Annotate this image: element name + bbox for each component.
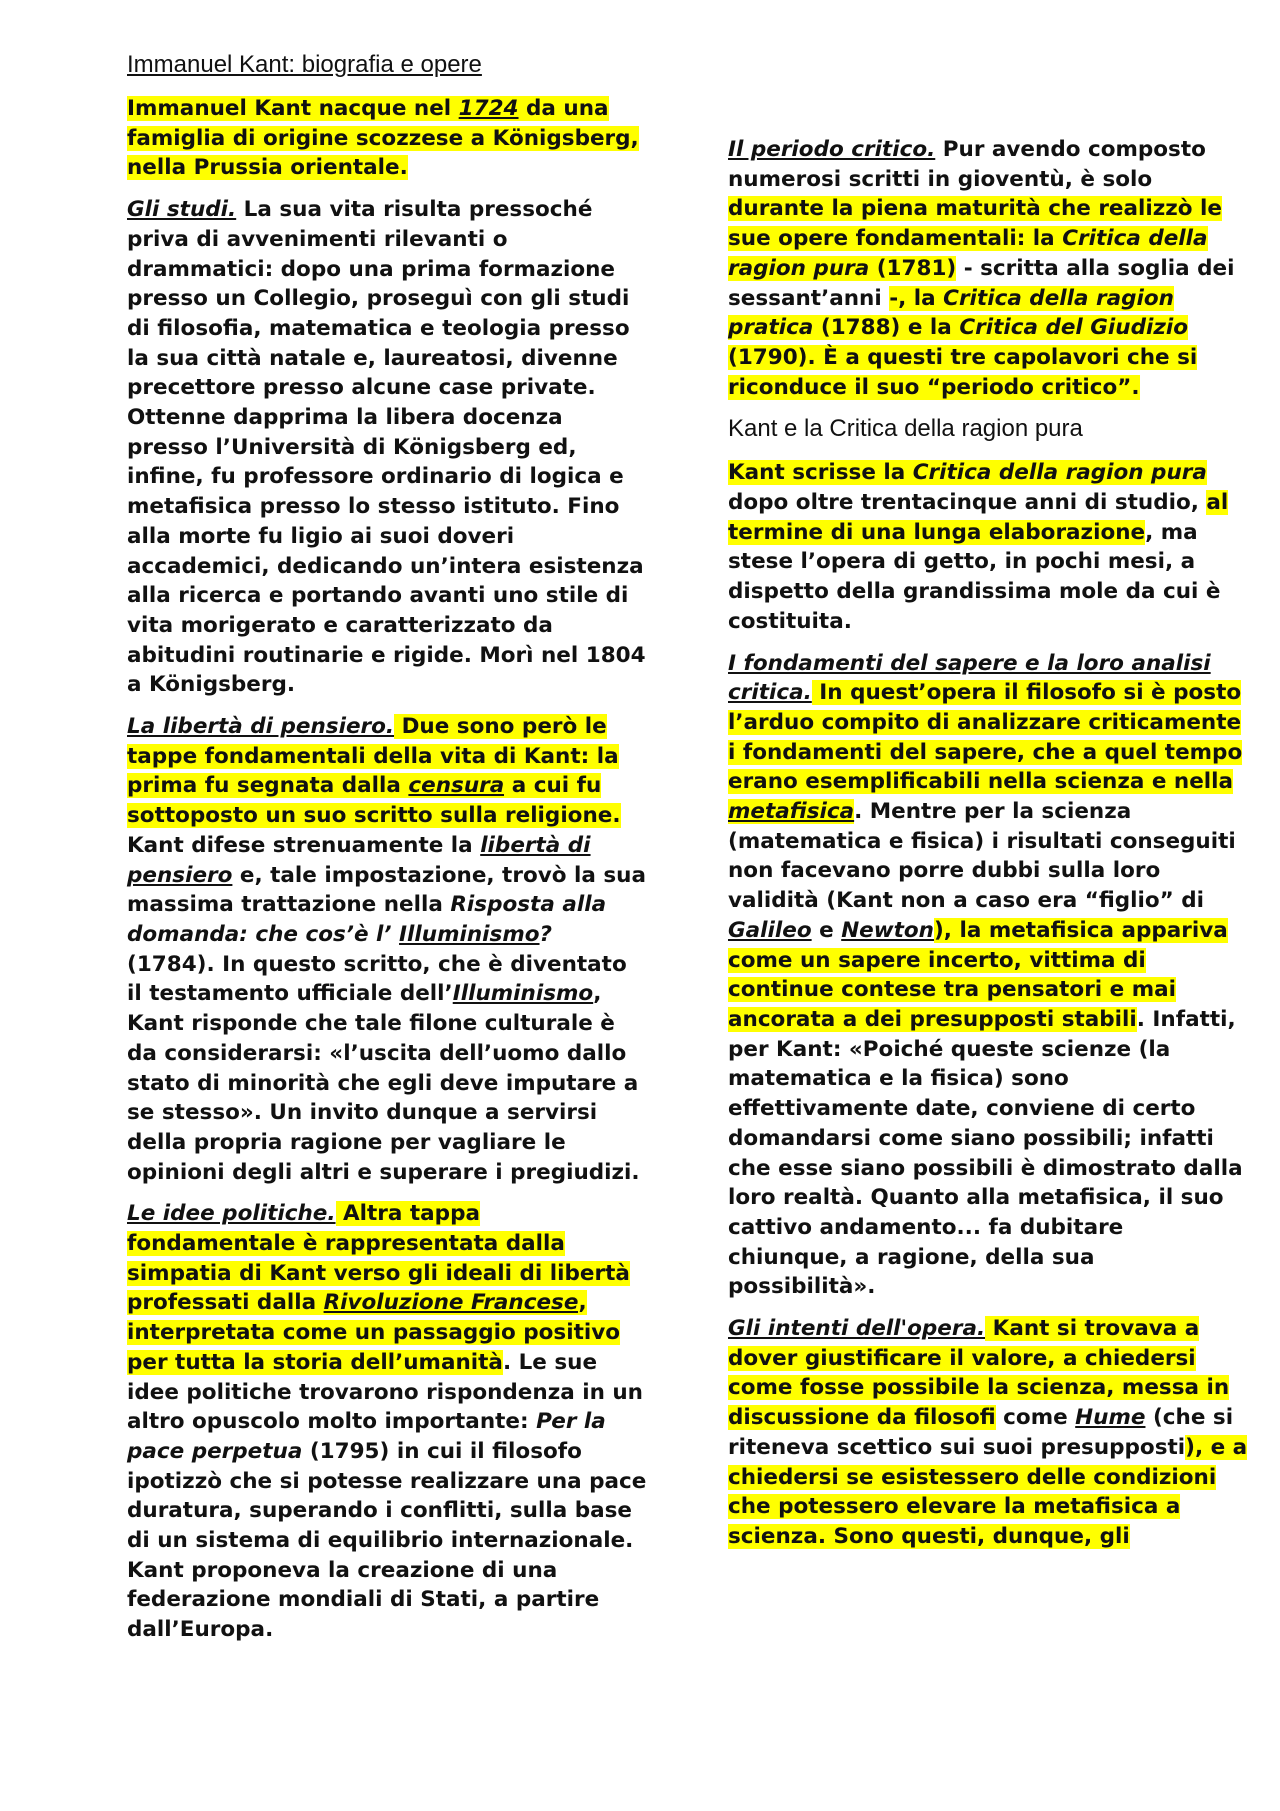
critico-label: Il periodo critico. [728,137,936,162]
fondamenti-highlight-2: ), la metafisica appariva come un sapere incerto, vittima di continue contese tra pensatori e mai ancorata a dei presupposti stabili [728,917,1228,1032]
paragraph-liberta [127,712,647,1187]
intenti-label: Gli intenti dell'opera. [728,1316,986,1342]
fondamenti-e: e [811,917,842,943]
paragraph-intro [127,94,647,183]
hume-link[interactable]: Hume [1075,1405,1146,1431]
work-risposta-c: ? [539,921,552,947]
work-critica-pratica-a: Critica della ragion [943,285,1174,311]
paragraph-fondamenti [728,649,1248,1302]
critico-highlight-4: (1788) e la [813,315,960,341]
scrisse-text-2: , ma stese l’opera di getto, in pochi mesi, a dispetto della grandissima mole da cui è costituita. [728,519,1221,634]
politiche-highlight-1: Altra tappa fondamentale è rappresentata dalla simpatia di Kant verso gli ideali di libertà professati dalla [127,1201,630,1316]
work-critica-giudizio: Critica del Giudizio [959,315,1189,341]
scrisse-highlight-2: al termine di una lunga elaborazione [728,490,1229,545]
work-critica-pratica-b: pratica [728,315,814,341]
politiche-highlight-2: , interpretata come un passaggio positivo per tutta la storia dell’umanità [127,1290,621,1375]
censura-link[interactable]: censura [408,773,505,799]
critico-text-2: - scritta alla soglia dei sessant’anni [728,255,1235,311]
liberta-text-2: e, tale impostazione, trovò la sua massima trattazione nella [127,862,646,918]
paragraph-studi [127,195,647,700]
critico-highlight-1: durante la piena maturità che realizzò le sue opere fondamentali: la [728,196,1222,252]
paragraph-intenti [728,1314,1248,1552]
work-critica-pura-2: Critica della ragion pura [912,460,1207,486]
intro-text-a: Immanuel Kant nacque nel [127,96,459,121]
newton-link[interactable]: Newton [841,917,934,943]
liberta-text-1: Kant difese strenuamente la [127,832,481,858]
intro-year: 1724 [458,96,519,121]
liberta-pensiero-link[interactable]: libertà di pensiero [127,832,591,888]
paragraph-scrisse [728,458,1248,636]
intenti-text-1: come [995,1405,1076,1431]
left-column [127,50,647,1657]
scrisse-highlight-1: Kant scrisse la [728,460,913,486]
paragraph-critico [728,135,1248,402]
intenti-highlight-1: Kant si trovava a dover giustificare il valore, a chiedersi come fosse possibile la scienza, messa in discussione da filosofi [728,1316,1230,1431]
politiche-text-2: (1795) in cui il filosofo ipotizzò che si potesse realizzare una pace duratura, superando i conflitti, sulla base di un sistema di equilibrio internazionale. Kant proponeva la creazione di una federazione mondiali di Stati, a partire dall’Europa. [127,1438,647,1643]
intenti-text-2: (che si riteneva scettico sui suoi presupposti [728,1405,1234,1460]
liberta-highlight-1: Due sono però le tappe fondamentali della vita di Kant: la prima fu segnata dalla [127,714,619,799]
illuminismo-link[interactable]: Illuminismo [452,981,594,1007]
continued-space [728,48,1248,135]
metafisica-link[interactable]: metafisica [728,799,855,825]
studi-text: La sua vita risulta pressoché priva di avvenimenti rilevanti o drammatici: dopo una prima formazione presso un Collegio, proseguì con gli studi di filosofia, matematica e teologia presso la sua città natale e, laureatosi, divenne precettore presso alcune case private. Ottenne dapprima la libera docenza presso l’Università di Königsberg ed, infine, fu professore ordinario di logica e metafisica presso lo stesso istituto. Fino alla morte fu ligio ai suoi doveri accademici, dedicando un’intera esistenza alla ricerca e portando avanti uno stile di vita morigerato e caratterizzato da abitudini routinarie e rigide. Morì nel 1804 a Königsberg. [127,197,646,698]
studi-label: Gli studi. [127,197,237,223]
page-title: Immanuel Kant: biografia e opere [127,51,482,78]
critico-text-1: Pur avendo composto numerosi scritti in gioventù, è solo [728,137,1206,192]
liberta-label: La libertà di pensiero. [127,714,395,740]
work-critica-pura: Critica della ragion pura [728,226,1208,281]
liberta-text-3: (1784). In questo scritto, che è diventato il testamento ufficiale dell’ [127,951,627,1007]
critico-highlight-3: -, la [889,285,944,311]
politiche-label: Le idee politiche. [127,1201,336,1227]
politiche-text-1: . Le sue idee politiche trovarono rispondenza in un altro opuscolo molto importante: [127,1349,643,1435]
scrisse-text-1: dopo oltre trentacinque anni di studio, [728,490,1207,516]
liberta-highlight-2: a cui fu sottoposto un suo scritto sulla religione. [127,773,621,829]
fondamenti-label: I fondamenti del sapere e la loro analisi critica. [728,650,1211,706]
paragraph-politiche [127,1199,647,1645]
section-heading: Kant e la Critica della ragion pura [728,415,1083,443]
fondamenti-highlight-1: In quest’opera il filosofo si è posto l’arduo compito di analizzare criticamente i fondamenti del sapere, che a quel tempo erano esemplificabili nella scienza e nella [728,680,1243,795]
critico-highlight-2: (1781) [869,255,957,281]
work-risposta-a: Risposta alla domanda: che cos’è l’ [127,892,607,947]
work-pace-perpetua: Per la pace perpetua [127,1409,606,1464]
rivoluzione-link[interactable]: Rivoluzione Francese [323,1290,579,1316]
fondamenti-text-2: . Infatti, per Kant: «Poiché queste scienze (la matematica e la fisica) sono effettivamente date, conviene di certo domandarsi come siano possibili; infatti che esse siano possibili è dimostrato dalla loro realtà. Quanto alla metafisica, il suo cattivo andamento... fa dubitare chiunque, a ragione, della sua possibilità». [728,1006,1243,1300]
intenti-highlight-2: ), e a chiedersi se esistessero delle condizioni che potessero elevare la metafisica a scienza. Sono questi, dunque, gli [728,1434,1248,1549]
intro-text-b: da una famiglia di origine scozzese a Königsberg, nella Prussia orientale. [127,96,639,181]
right-column [728,48,1248,1564]
galileo-link[interactable]: Galileo [728,917,812,943]
critico-highlight-5: (1790). È a questi tre capolavori che si riconduce il suo “periodo critico”. [728,344,1198,400]
work-risposta-illuminismo-link[interactable]: Illuminismo [399,921,540,947]
fondamenti-text-1: . Mentre per la scienza (matematica e fisica) i risultati conseguiti non facevano porre dubbi sulla loro validità (Kant non a caso era “figlio” di [728,799,1236,914]
liberta-text-4: , Kant risponde che tale filone culturale è da considerarsi: «l’uscita dell’uomo dallo stato di minorità che egli deve imputare a se stesso». Un invito dunque a servirsi della propria ragione per vagliare le opinioni degli altri e superare i pregiudizi. [127,981,640,1185]
